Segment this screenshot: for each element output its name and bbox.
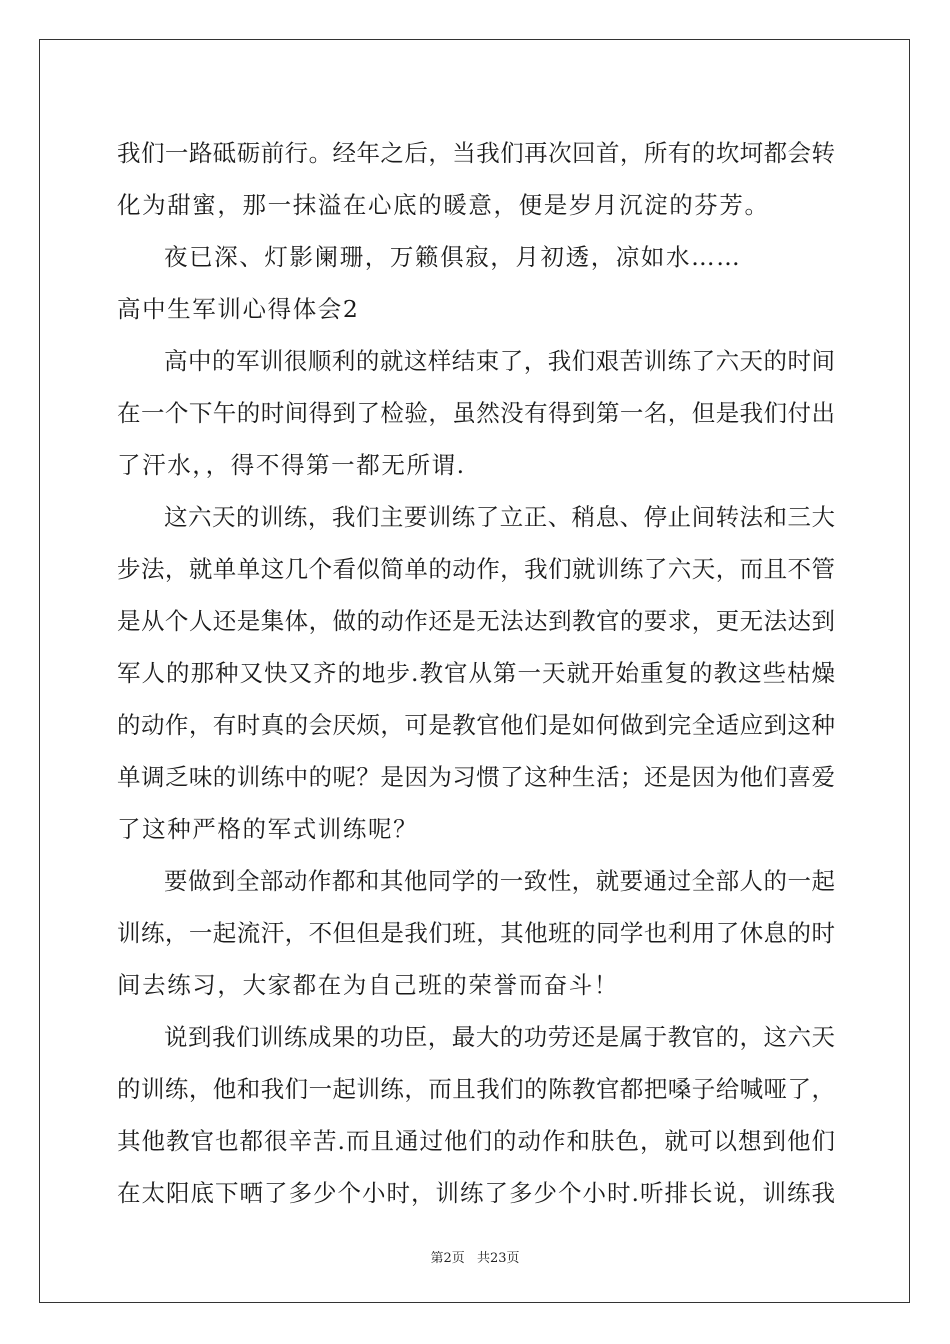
text-line: 步法，就单单这几个看似简单的动作，我们就训练了六天，而且不管 [117, 555, 835, 583]
text-line: 这六天的训练，我们主要训练了立正、稍息、停止间转法和三大 [164, 503, 835, 531]
page-number: 第2页 [430, 1251, 465, 1266]
text-line: 夜已深、灯影阑珊，万籁俱寂，月初透，凉如水…… [164, 243, 742, 271]
text-line: 的动作，有时真的会厌烦，可是教官他们是如何做到完全适应到这种 [117, 711, 835, 739]
text-line: 其他教官也都很辛苦.而且通过他们的动作和肤色，就可以想到他们 [117, 1127, 835, 1155]
text-line: 在一个下午的时间得到了检验，虽然没有得到第一名，但是我们付出 [117, 399, 835, 427]
text-line: 间去练习，大家都在为自己班的荣誉而奋斗！ [117, 971, 619, 999]
text-line: 我们一路砥砺前行。经年之后，当我们再次回首，所有的坎坷都会转 [117, 139, 835, 167]
text-line: 高中的军训很顺利的就这样结束了，我们艰苦训练了六天的时间 [164, 347, 835, 375]
page-total: 共23页 [476, 1251, 520, 1266]
text-line: 的训练，他和我们一起训练，而且我们的陈教官都把嗓子给喊哑了， [117, 1075, 835, 1103]
text-line: 军人的那种又快又齐的地步.教官从第一天就开始重复的教这些枯燥 [117, 659, 835, 687]
document-body [117, 127, 835, 1219]
text-line: 训练，一起流汗，不但但是我们班，其他班的同学也利用了休息的时 [117, 919, 835, 947]
text-line: 了汗水，，得不得第一都无所谓. [117, 451, 466, 479]
text-line: 在太阳底下晒了多少个小时，训练了多少个小时.听排长说，训练我 [117, 1179, 835, 1207]
text-line: 是从个人还是集体，做的动作还是无法达到教官的要求，更无法达到 [117, 607, 835, 635]
text-line: 了这种严格的军式训练呢？ [117, 815, 419, 843]
section-heading: 高中生军训心得体会2 [117, 295, 360, 323]
page-footer [0, 1247, 950, 1266]
text-line: 化为甜蜜，那一抹溢在心底的暖意，便是岁月沉淀的芬芳。 [117, 191, 770, 219]
text-line: 单调乏味的训练中的呢？是因为习惯了这种生活；还是因为他们喜爱 [117, 763, 835, 791]
text-line: 要做到全部动作都和其他同学的一致性，就要通过全部人的一起 [164, 867, 835, 895]
text-line: 说到我们训练成果的功臣，最大的功劳还是属于教官的，这六天 [164, 1023, 835, 1051]
